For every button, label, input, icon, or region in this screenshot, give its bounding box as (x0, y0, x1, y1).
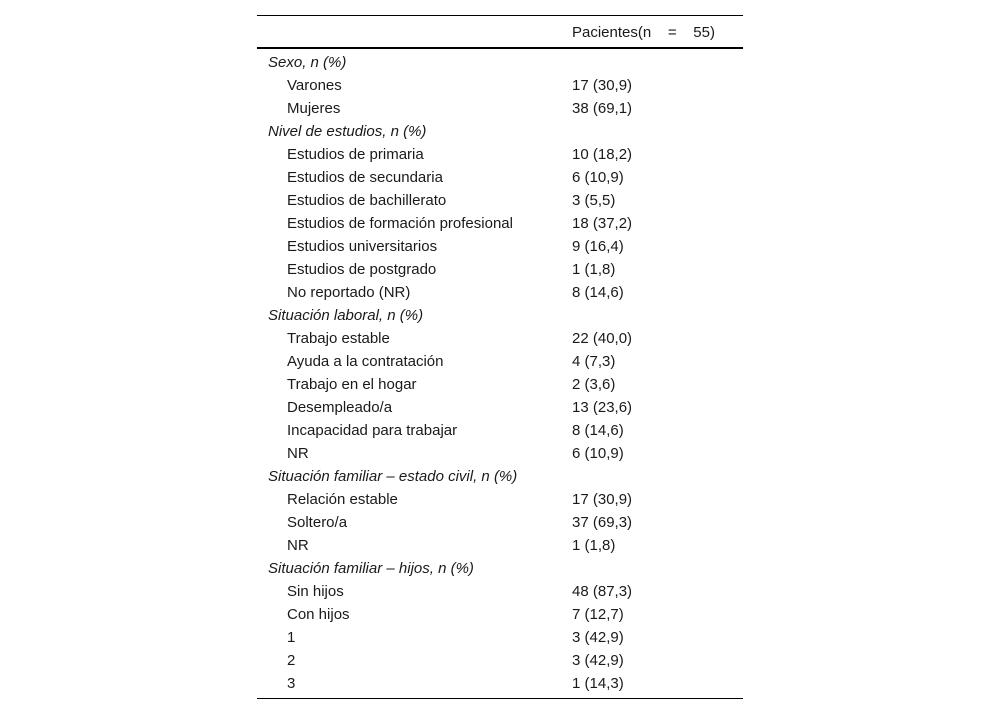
table-row (257, 327, 743, 350)
row-label: Estudios de secundaria (287, 169, 443, 186)
row-label: No reportado (NR) (287, 284, 411, 301)
row-label: 1 (287, 629, 296, 646)
section-heading: Situación familiar – estado civil, n (%) (268, 468, 518, 485)
table-row (257, 212, 743, 235)
row-label: 2 (287, 652, 296, 669)
section-heading: Nivel de estudios, n (%) (268, 123, 427, 140)
row-value: 8 (14,6) (572, 422, 624, 439)
row-label: Trabajo estable (287, 330, 390, 347)
table-row (257, 396, 743, 419)
table-row (257, 373, 743, 396)
row-label: Con hijos (287, 606, 350, 623)
table-row (257, 143, 743, 166)
row-value: 7 (12,7) (572, 606, 624, 623)
table-row (257, 603, 743, 626)
table-row (257, 350, 743, 373)
row-value: 1 (1,8) (572, 261, 616, 278)
table-row (257, 649, 743, 672)
row-value: 10 (18,2) (572, 146, 633, 163)
section-heading-row (257, 557, 743, 580)
table-row (257, 442, 743, 465)
table-row (257, 419, 743, 442)
section-heading: Situación laboral, n (%) (268, 307, 424, 324)
row-label: Incapacidad para trabajar (287, 422, 458, 439)
table-header-row (257, 16, 743, 49)
row-label: Estudios de formación profesional (287, 215, 513, 232)
row-label: Ayuda a la contratación (287, 353, 444, 370)
row-value: 1 (1,8) (572, 537, 616, 554)
row-label: Sin hijos (287, 583, 344, 600)
row-label: Estudios de primaria (287, 146, 424, 163)
table-row (257, 488, 743, 511)
section-heading: Situación familiar – hijos, n (%) (268, 560, 474, 577)
section-heading-row (257, 465, 743, 488)
row-label: NR (287, 445, 309, 462)
row-label: 3 (287, 675, 296, 692)
table-row (257, 626, 743, 649)
row-value: 17 (30,9) (572, 77, 633, 94)
table-row (257, 258, 743, 281)
row-value: 8 (14,6) (572, 284, 624, 301)
table-row (257, 166, 743, 189)
table-row (257, 511, 743, 534)
row-value: 22 (40,0) (572, 330, 633, 347)
table-bottom-rule (257, 698, 743, 699)
row-label: Estudios de bachillerato (287, 192, 447, 209)
table-row (257, 235, 743, 258)
row-label: Estudios universitarios (287, 238, 438, 255)
row-value: 4 (7,3) (572, 353, 616, 370)
row-value: 17 (30,9) (572, 491, 633, 508)
section-heading-row (257, 51, 743, 74)
table-row (257, 580, 743, 603)
table-row (257, 672, 743, 695)
row-value: 37 (69,3) (572, 514, 633, 531)
section-heading: Sexo, n (%) (268, 54, 347, 71)
row-value: 38 (69,1) (572, 100, 633, 117)
row-label: Relación estable (287, 491, 398, 508)
row-label: Desempleado/a (287, 399, 393, 416)
table-body (257, 49, 743, 695)
patients-table (257, 15, 743, 699)
row-label: Trabajo en el hogar (287, 376, 417, 393)
row-value: 3 (5,5) (572, 192, 616, 209)
row-label: Varones (287, 77, 342, 94)
section-heading-row (257, 120, 743, 143)
section-heading-row (257, 304, 743, 327)
table-row (257, 281, 743, 304)
row-value: 48 (87,3) (572, 583, 633, 600)
row-label: Soltero/a (287, 514, 348, 531)
table-row (257, 97, 743, 120)
table-row (257, 189, 743, 212)
row-value: 13 (23,6) (572, 399, 633, 416)
row-value: 1 (14,3) (572, 675, 624, 692)
table-row (257, 74, 743, 97)
row-value: 3 (42,9) (572, 652, 624, 669)
row-value: 18 (37,2) (572, 215, 633, 232)
table-row (257, 534, 743, 557)
row-label: NR (287, 537, 309, 554)
row-label: Estudios de postgrado (287, 261, 437, 278)
row-value: 2 (3,6) (572, 376, 616, 393)
row-value: 6 (10,9) (572, 169, 624, 186)
row-label: Mujeres (287, 100, 341, 117)
header-patients: Pacientes(n = 55) (572, 24, 715, 41)
row-value: 3 (42,9) (572, 629, 624, 646)
row-value: 9 (16,4) (572, 238, 624, 255)
row-value: 6 (10,9) (572, 445, 624, 462)
